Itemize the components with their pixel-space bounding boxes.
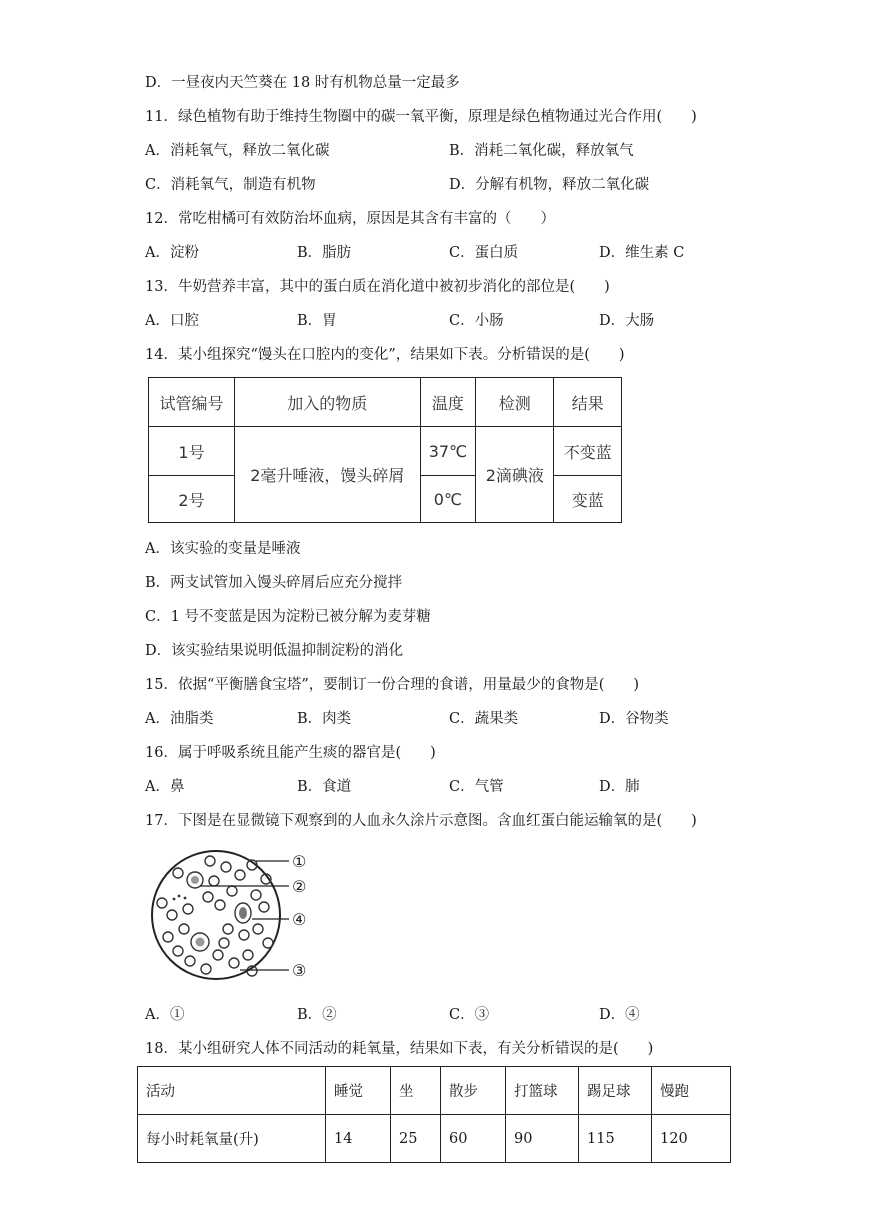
- red-blood-cell: [203, 892, 213, 902]
- option-c[interactable]: C．③: [449, 1007, 490, 1023]
- q12-stem: 12．常吃柑橘可有效防治坏血病，原因是其含有丰富的（ ）: [145, 211, 555, 227]
- wbc-nucleus: [191, 876, 199, 884]
- option-a[interactable]: A．淀粉: [145, 245, 199, 261]
- red-blood-cell: [215, 900, 225, 910]
- red-blood-cell: [229, 958, 239, 968]
- wbc-nucleus: [239, 907, 247, 919]
- red-blood-cell: [223, 924, 233, 934]
- option-a[interactable]: A．①: [145, 1007, 185, 1023]
- option-d[interactable]: D．肺: [599, 779, 640, 795]
- option-a[interactable]: A．口腔: [145, 313, 199, 329]
- q16-stem: 16．属于呼吸系统且能产生痰的器官是( ): [145, 745, 436, 761]
- red-blood-cell: [205, 856, 215, 866]
- table-cell: 1号: [149, 427, 235, 476]
- red-blood-cell: [235, 870, 245, 880]
- option-a[interactable]: A．鼻: [145, 779, 185, 795]
- q10-option-d: D．一昼夜内天竺葵在 18 时有机物总量一定最多: [145, 75, 460, 91]
- q11-options-row2: [145, 175, 785, 195]
- q11-stem: 11．绿色植物有助于维持生物圈中的碳一氧平衡，原理是绿色植物通过光合作用( ): [145, 109, 697, 125]
- red-blood-cell: [213, 950, 223, 960]
- figure-label-2: ②: [292, 877, 307, 896]
- table-header: 散步: [441, 1067, 506, 1115]
- table-cell: 不变蓝: [554, 427, 622, 476]
- red-blood-cell: [221, 862, 231, 872]
- red-blood-cell: [167, 910, 177, 920]
- red-blood-cell: [183, 904, 193, 914]
- table-cell: 120: [652, 1115, 731, 1163]
- option-b[interactable]: B．胃: [297, 313, 337, 329]
- option-b[interactable]: B．②: [297, 1007, 337, 1023]
- table-cell: 37℃: [420, 427, 476, 476]
- option-d[interactable]: D．谷物类: [599, 711, 669, 727]
- q11-options-row1: [145, 141, 785, 161]
- table-cell: 2滴碘液: [476, 427, 554, 523]
- option-c[interactable]: C．小肠: [449, 313, 504, 329]
- table-cell: 每小时耗氧量(升): [138, 1115, 326, 1163]
- option-a[interactable]: A．油脂类: [145, 711, 214, 727]
- red-blood-cell: [253, 924, 263, 934]
- table-header: 慢跑: [652, 1067, 731, 1115]
- option-b[interactable]: B．脂肪: [297, 245, 352, 261]
- table-header: 打篮球: [506, 1067, 579, 1115]
- q14-option-d[interactable]: D．该实验结果说明低温抑制淀粉的消化: [145, 643, 404, 659]
- option-b[interactable]: B．消耗二氧化碳，释放氧气: [449, 143, 634, 159]
- table-header: 睡觉: [326, 1067, 391, 1115]
- q15-options: [145, 709, 785, 729]
- table-header: 活动: [138, 1067, 326, 1115]
- option-b[interactable]: B．肉类: [297, 711, 352, 727]
- table-cell: 25: [391, 1115, 441, 1163]
- table-cell: 变蓝: [554, 476, 622, 523]
- red-blood-cell: [209, 876, 219, 886]
- option-c[interactable]: C．蛋白质: [449, 245, 519, 261]
- platelet: [173, 898, 176, 901]
- q14-table: [148, 377, 622, 523]
- red-blood-cell: [239, 930, 249, 940]
- option-c[interactable]: C．蔬果类: [449, 711, 519, 727]
- red-blood-cell: [157, 898, 167, 908]
- option-d[interactable]: D．大肠: [599, 313, 655, 329]
- figure-label-3: ③: [292, 961, 307, 980]
- q17-options: [145, 1005, 785, 1025]
- q14-option-a[interactable]: A．该实验的变量是唾液: [145, 541, 301, 557]
- q13-options: [145, 311, 785, 331]
- option-d[interactable]: D．④: [599, 1007, 640, 1023]
- table-header: 踢足球: [579, 1067, 652, 1115]
- red-blood-cell: [219, 938, 229, 948]
- q16-options: [145, 777, 785, 797]
- wbc-nucleus: [196, 938, 205, 947]
- q14-stem: 14．某小组探究“馒头在口腔内的变化”，结果如下表。分析错误的是( ): [145, 347, 625, 363]
- red-blood-cell: [263, 938, 273, 948]
- table-cell: 2毫升唾液，馒头碎屑: [235, 427, 421, 523]
- q17-stem: 17．下图是在显微镜下观察到的人血永久涂片示意图。含血红蛋白能运输氧的是( ): [145, 813, 697, 829]
- q18-stem: 18．某小组研究人体不同活动的耗氧量，结果如下表，有关分析错误的是( ): [145, 1041, 654, 1057]
- option-d[interactable]: D．维生素 C: [599, 245, 685, 261]
- red-blood-cell: [259, 902, 269, 912]
- q12-options: [145, 243, 785, 263]
- option-a[interactable]: A．消耗氧气，释放二氧化碳: [145, 143, 330, 159]
- table-header: 加入的物质: [235, 378, 421, 427]
- figure-label-4: ④: [292, 910, 307, 929]
- table-cell: 115: [579, 1115, 652, 1163]
- option-c[interactable]: C．消耗氧气，制造有机物: [145, 177, 316, 193]
- figure-label-1: ①: [292, 852, 307, 871]
- table-cell: 2号: [149, 476, 235, 523]
- table-header: 坐: [391, 1067, 441, 1115]
- red-blood-cell: [251, 890, 261, 900]
- q15-stem: 15．依据“平衡膳食宝塔”，要制订一份合理的食谱，用量最少的食物是( ): [145, 677, 640, 693]
- red-blood-cell: [227, 886, 237, 896]
- table-cell: 90: [506, 1115, 579, 1163]
- table-cell: 60: [441, 1115, 506, 1163]
- red-blood-cell: [201, 964, 211, 974]
- q14-option-b[interactable]: B．两支试管加入馒头碎屑后应充分搅拌: [145, 575, 403, 591]
- platelet: [184, 897, 187, 900]
- platelet: [178, 895, 181, 898]
- table-header: 结果: [554, 378, 622, 427]
- option-d[interactable]: D．分解有机物，释放二氧化碳: [449, 177, 650, 193]
- table-cell: 14: [326, 1115, 391, 1163]
- blood-smear-figure: [148, 843, 323, 988]
- red-blood-cell: [179, 924, 189, 934]
- table-cell: 0℃: [420, 476, 476, 523]
- table-header: 检测: [476, 378, 554, 427]
- red-blood-cell: [173, 946, 183, 956]
- table-header: 温度: [420, 378, 476, 427]
- q14-option-c[interactable]: C．1 号不变蓝是因为淀粉已被分解为麦芽糖: [145, 609, 431, 625]
- q18-table: [137, 1066, 731, 1163]
- table-header: 试管编号: [149, 378, 235, 427]
- option-c[interactable]: C．气管: [449, 779, 504, 795]
- red-blood-cell: [163, 932, 173, 942]
- option-b[interactable]: B．食道: [297, 779, 352, 795]
- red-blood-cell: [243, 950, 253, 960]
- red-blood-cell: [185, 956, 195, 966]
- q13-stem: 13．牛奶营养丰富，其中的蛋白质在消化道中被初步消化的部位是( ): [145, 279, 610, 295]
- red-blood-cell: [173, 868, 183, 878]
